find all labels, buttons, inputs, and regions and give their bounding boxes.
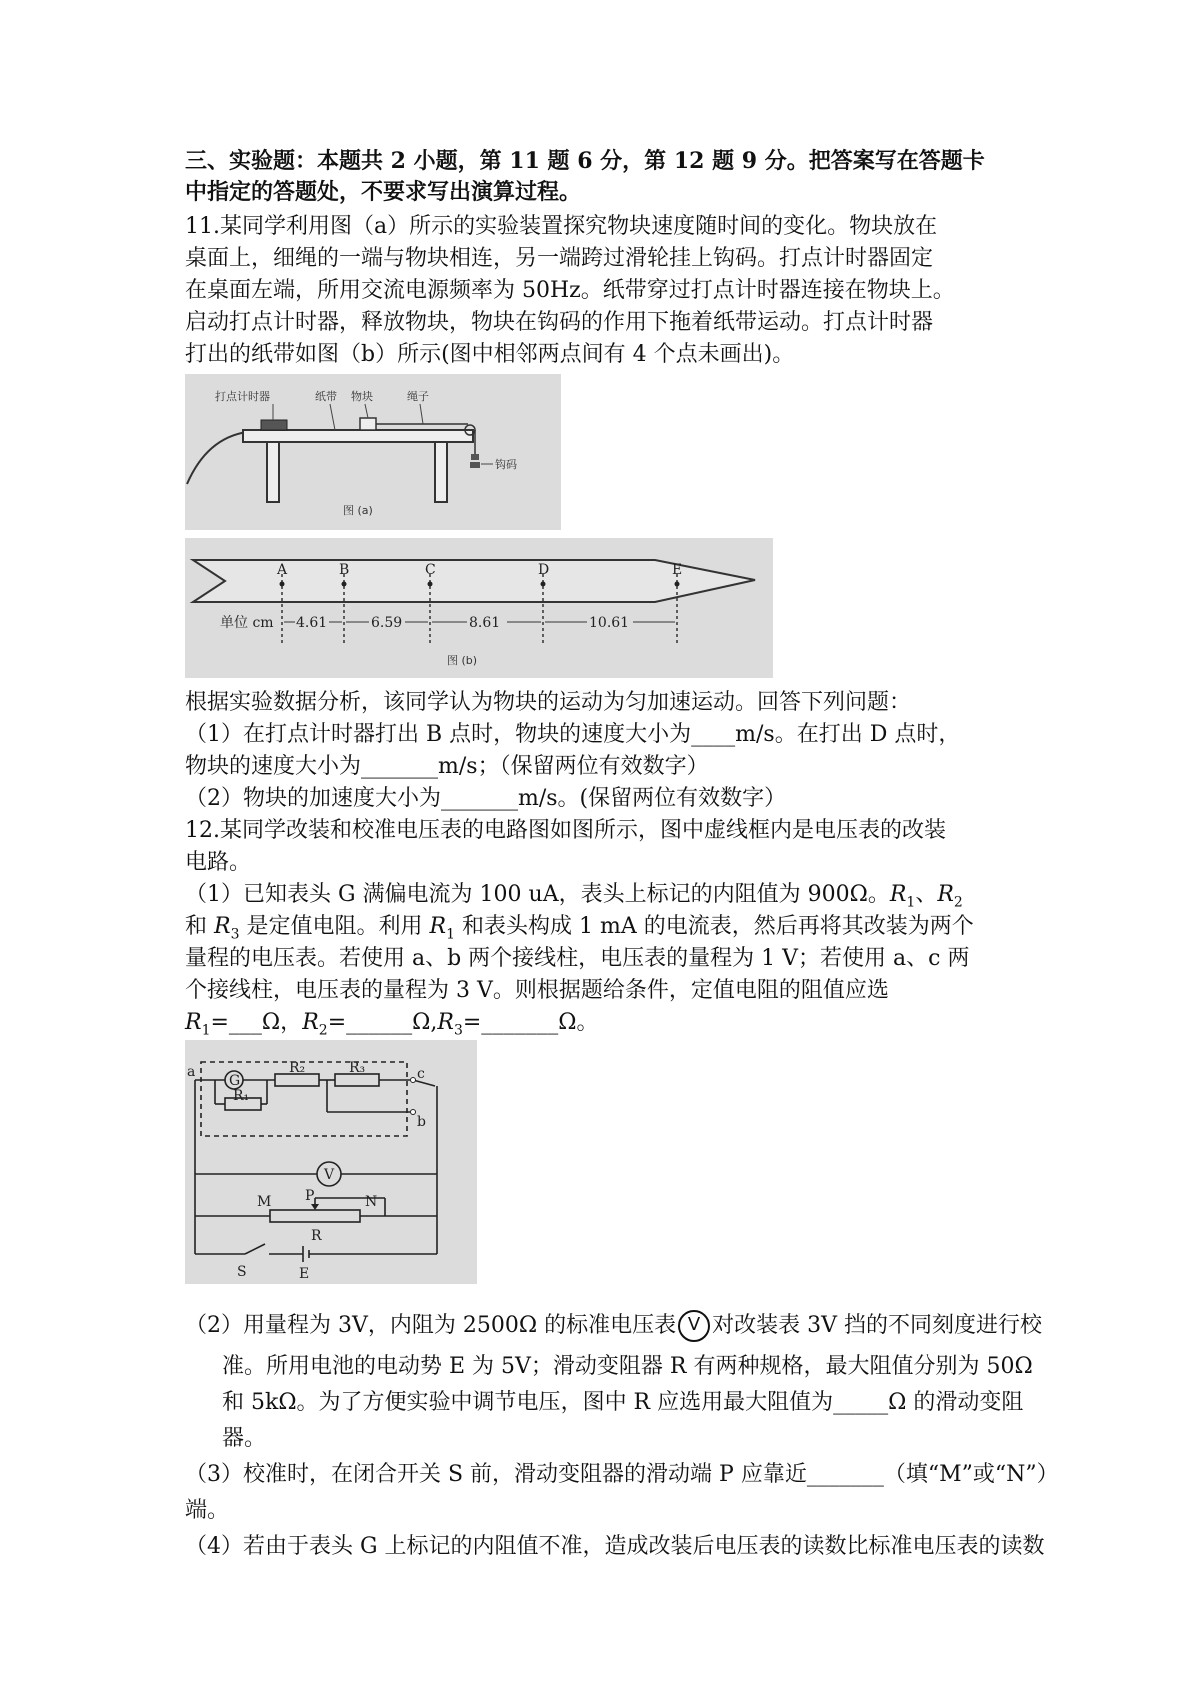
r2-answer-sub: 2 (318, 1022, 328, 1039)
q12-part2-text-a: （2）用量程为 3V，内阻为 2500Ω 的标准电压表 (185, 1313, 677, 1338)
q12-line-2: 电路。 (185, 850, 252, 875)
q12-part2-line-4: 器。 (222, 1426, 267, 1451)
fig-a-label-timer: 打点计时器 (215, 390, 270, 403)
circuit-label-r: R (311, 1228, 322, 1244)
q12-part2-line-2: 准。所用电池的电动势 E 为 5V；滑动变阻器 R 有两种规格，最大阻值分别为 50Ω (222, 1354, 1033, 1379)
r1-answer-symbol: R (185, 1010, 202, 1035)
fig-b-caption: 图 (b) (447, 654, 478, 667)
q12-part1-text-and: 和 (185, 914, 214, 939)
fig-a-label-rope: 绳子 (407, 390, 429, 403)
fig-b-point-a: A (277, 562, 288, 578)
q12-part1-text-a: （1）已知表头 G 满偏电流为 100 uA，表头上标记的内阻值为 900Ω。 (185, 882, 890, 907)
q11-part1-line-2: 物块的速度大小为_______m/s；（保留两位有效数字） (185, 754, 709, 779)
circuit-label-a: a (187, 1064, 196, 1080)
circuit-label-c: c (417, 1066, 425, 1082)
circuit-label-s: S (237, 1264, 247, 1280)
figure-a-apparatus (185, 374, 561, 530)
circuit-label-g: G (229, 1073, 241, 1089)
q12-part1-line-4: 个接线柱，电压表的量程为 3 V。则根据题给条件，定值电阻的阻值应选 (185, 978, 889, 1003)
q12-line-1: 12.某同学改装和校准电压表的电路图如图所示，图中虚线框内是电压表的改装 (185, 818, 946, 843)
r1-answer-sub: 1 (201, 1022, 211, 1039)
r3-answer-blank: =_______Ω。 (462, 1010, 599, 1035)
fig-b-distance-de: 10.61 (589, 615, 630, 631)
fig-a-label-tape: 纸带 (315, 390, 337, 403)
fig-b-distance-bc: 6.59 (371, 615, 403, 631)
q12-part2-line-1 (185, 1310, 1042, 1342)
fig-b-unit-label: 单位 cm (220, 615, 274, 631)
circuit-label-b: b (417, 1114, 426, 1130)
q11-part1-line-1: （1）在打点计时器打出 B 点时，物块的速度大小为____m/s。在打出 D 点时， (185, 722, 961, 747)
fig-b-distance-ab: 4.61 (296, 615, 328, 631)
r3-answer-sub: 3 (453, 1022, 463, 1039)
fig-a-caption: 图 (a) (343, 504, 373, 517)
section-heading-line-2: 中指定的答题处，不要求写出演算过程。 (185, 179, 582, 205)
r1-sub: 1 (906, 894, 916, 911)
q11-line-2: 桌面上，细绳的一端与物块相连，另一端跨过滑轮挂上钩码。打点计时器固定 (185, 246, 934, 271)
fig-b-point-b: B (339, 562, 350, 578)
separator: 、 (915, 882, 938, 907)
fig-b-distance-cd: 8.61 (469, 615, 501, 631)
q12-part2-line-3: 和 5kΩ。为了方便实验中调节电压，图中 R 应选用最大阻值为_____Ω 的滑动变阻 (222, 1390, 1024, 1415)
q12-part1-text-c: 和表头构成 1 mA 的电流表，然后再将其改装为两个 (455, 914, 974, 939)
fig-a-label-weight: 钩码 (495, 458, 517, 471)
section-heading-line-1: 三、实验题：本题共 2 小题，第 11 题 6 分，第 12 题 9 分。把答案写在答题卡 (185, 148, 985, 174)
circuit-label-e: E (299, 1266, 310, 1282)
q12-part2-text-b: 对改装表 3V 挡的不同刻度进行校 (712, 1313, 1042, 1338)
fig-b-point-d: D (538, 562, 550, 578)
circuit-label-m: M (257, 1194, 272, 1210)
r2-symbol: R (937, 882, 954, 907)
q12-part1-text-b: 是定值电阻。利用 (239, 914, 430, 939)
r2-answer-blank: =______Ω, (327, 1010, 438, 1035)
circuit-label-r1: R₁ (233, 1088, 250, 1104)
circuit-label-r3: R₃ (349, 1060, 366, 1076)
circuit-label-n: N (365, 1194, 378, 1210)
q11-line-5: 打出的纸带如图（b）所示(图中相邻两点间有 4 个点未画出)。 (185, 342, 795, 367)
q11-line-3: 在桌面左端，所用交流电源频率为 50Hz。纸带穿过打点计时器连接在物块上。 (185, 278, 955, 303)
circuit-label-v: V (324, 1167, 335, 1183)
r1-symbol-2: R (429, 914, 447, 939)
fig-b-point-e: E (672, 562, 683, 578)
r3-answer-symbol: R (437, 1010, 454, 1035)
circuit-label-p: P (305, 1188, 315, 1204)
circuit-label-r2: R₂ (289, 1060, 306, 1076)
q11-part2: （2）物块的加速度大小为_______m/s。(保留两位有效数字） (185, 786, 787, 811)
q11-analysis: 根据实验数据分析，该同学认为物块的运动为匀加速运动。回答下列问题： (185, 690, 912, 715)
r2-answer-symbol: R (302, 1010, 319, 1035)
r1-answer-blank: =___Ω， (210, 1010, 303, 1035)
q12-part3-line-2: 端。 (185, 1498, 230, 1523)
q12-part1-line-3: 量程的电压表。若使用 a、b 两个接线柱，电压表的量程为 1 V；若使用 a、c 两 (185, 946, 970, 971)
r1-symbol: R (889, 882, 907, 907)
fig-b-point-c: C (425, 562, 436, 578)
r3-symbol: R (214, 914, 231, 939)
q11-line-4: 启动打点计时器，释放物块，物块在钩码的作用下拖着纸带运动。打点计时器 (185, 310, 934, 335)
q12-part3-line-1: （3）校准时，在闭合开关 S 前，滑动变阻器的滑动端 P 应靠近_______（填“M”或“N”） (185, 1462, 1059, 1487)
q11-line-1: 11.某同学利用图（a）所示的实验装置探究物块速度随时间的变化。物块放在 (185, 214, 938, 239)
voltmeter-icon: V (678, 1310, 710, 1342)
q12-part4-line-1: （4）若由于表头 G 上标记的内阻值不准，造成改装后电压表的读数比标准电压表的读数 (185, 1534, 1045, 1559)
r1-sub-2: 1 (446, 926, 455, 943)
figure-b-paper-tape (185, 538, 773, 678)
r2-sub: 2 (953, 894, 963, 911)
figure-circuit (185, 1040, 477, 1284)
r3-sub: 3 (230, 926, 240, 943)
fig-a-label-block: 物块 (351, 390, 373, 403)
